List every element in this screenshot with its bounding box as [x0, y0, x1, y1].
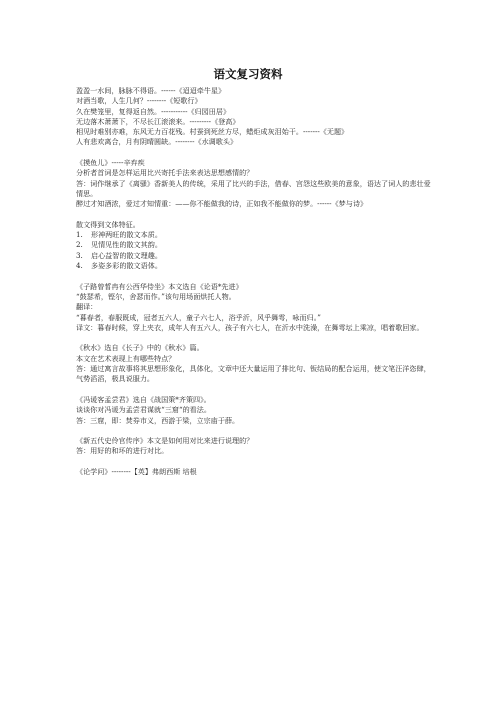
- answer-text: 答：三窟，即：焚券市义，西游于梁，立宗庙于薛。: [76, 415, 240, 425]
- poem-line: 久在樊笼里，复得返自然。-----------《归园田居》: [76, 106, 231, 116]
- poem-line: 人有悲欢离合，月有阴晴圆缺。--------《水调歌头》: [76, 137, 238, 147]
- list-item: [76, 261, 436, 271]
- list-item: [76, 251, 436, 261]
- quote-text: 醉过才知酒浓，爱过才知情重：——你不能做我的诗，正如我不能做你的梦。------《梦与诗》: [76, 199, 368, 209]
- section-heading: 《论学问》--------【英】弗朗西斯 培根: [76, 466, 197, 476]
- section-heading: 《秋水》选自《长子》中的《秋水》篇。: [76, 343, 204, 353]
- question-text: 本文在艺术表现上有哪些特点？: [76, 353, 176, 363]
- question-text: “鼓瑟希，铿尔，舍瑟而作。”该句用场面烘托人物。: [76, 291, 236, 301]
- list-number: 4.: [76, 261, 83, 271]
- section-heading: 《摸鱼儿》-----辛弃疾: [76, 158, 145, 168]
- list-number: 3.: [76, 250, 83, 260]
- poem-line: 相见时难别亦难，东风无力百花残。村蚕到死丝方尽，蜡炬成灰泪始干。-------《无题》: [76, 127, 349, 137]
- document-body: [76, 86, 436, 477]
- poem-line: 对酒当歌，人生几何？--------《短歌行》: [76, 96, 202, 106]
- answer-text: 答：用好的和坏的进行对比。: [76, 446, 169, 456]
- list-item-text: 见情见性的散文其韵。: [91, 240, 162, 250]
- section-heading: 散文得到文体特征。: [76, 219, 140, 229]
- question-text: 谈谈你对冯谖为孟尝君谋就“三窟“的看法。: [76, 405, 211, 415]
- answer-text: 答：通过寓言故事将其思想形象化，具体化，文章中还大量运用了排比句、钣结局的配合运用，使文笔汪洋恣肆，气势滔滔，极具说服力。: [76, 364, 431, 384]
- question-text: 分析者首词是怎样运用比兴寄托手法来表达思想感情的？: [76, 168, 254, 178]
- section-heading: 《子路曾皙冉有公西华侍坐》本文选自《论语*先进》: [76, 281, 243, 291]
- document-title: 语文复习资料: [213, 67, 283, 81]
- translation-label: 翻译：: [76, 302, 98, 312]
- section-heading: 《新五代史伶官传序》本文是如何用对比来进行说理的？: [76, 436, 254, 446]
- list-number: 1.: [76, 230, 83, 240]
- original-text: “暮春者，春服既成，冠者五六人，童子六七人，浴乎沂，风乎舞雩，咏而归。”: [76, 312, 321, 322]
- list-item: [76, 230, 436, 240]
- poem-line: 盈盈一水间，脉脉不得语。------《迢迢牵牛星》: [76, 86, 226, 95]
- list-item-text: 启心益智的散文理趣。: [91, 250, 162, 260]
- translation-text: 译文：暮春时候，穿上夹衣，成年人有五六人，孩子有六七人，在沂水中洗澡，在舞雩坛上乘凉，唱着歌回家。: [76, 322, 424, 332]
- list-item-text: 多姿多彩的散文语体。: [91, 261, 162, 271]
- list-item: [76, 240, 436, 250]
- list-item-text: 形神两旺的散文本质。: [91, 230, 162, 240]
- answer-text: 答：词作继承了《离骚》香新美人的传统，采用了比兴的手法，借春、宫怨这些欧美的意象，语达了词人的悲壮爱情思。: [76, 178, 431, 198]
- poem-line: 无边落木萧萧下，不尽长江滚滚来。---------《登高》: [76, 116, 240, 126]
- section-heading: 《冯谖客孟尝君》选自《战国策*齐策四》。: [76, 394, 211, 404]
- list-number: 2.: [76, 240, 83, 250]
